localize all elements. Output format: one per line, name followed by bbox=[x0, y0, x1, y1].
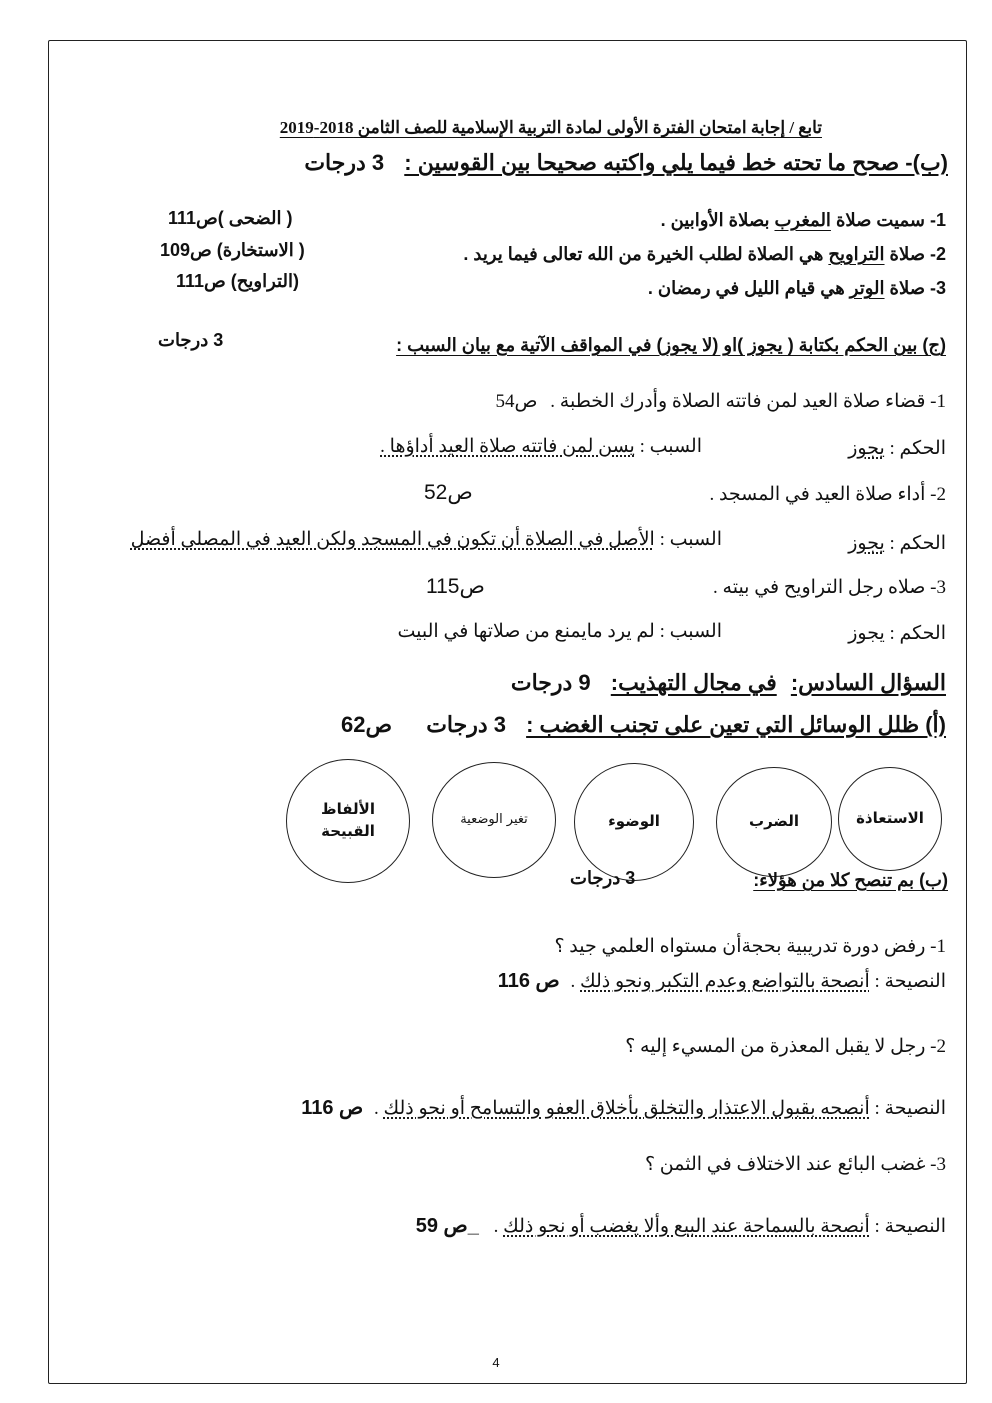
option-circle-darb[interactable]: الضرب bbox=[716, 767, 832, 877]
section-c-reason-2: السبب : الأصل في الصلاة أن تكون في المسجد ولكن العيد في المصلى أفضل bbox=[130, 529, 722, 550]
section-b-answer-2: ( الاستخارة) ص109 bbox=[160, 240, 305, 260]
section-c-reason-3: السبب : لم يرد مايمنع من صلاتها في البيت bbox=[397, 621, 722, 642]
section-c-marks: 3 درجات bbox=[158, 330, 224, 350]
exam-header: تابع / إجابة امتحان الفترة الأولى لمادة التربية الإسلامية للصف الثامن 2018-2019 bbox=[279, 118, 822, 137]
section-b2-advice-1: النصيحة : أنصحة بالتواضع وعدم التكبر ونحو ذلك . ص 116 bbox=[497, 970, 946, 992]
option-circle-wudu[interactable]: الوضوء bbox=[574, 763, 694, 881]
section-b-answer-1: ( الضحى )ص111 bbox=[168, 208, 293, 228]
section-b-item-2: 2- صلاة التراويح هي الصلاة لطلب الخيرة من الله تعالى فيما يريد . bbox=[463, 244, 946, 264]
section-b-item-3: 3- صلاة الوتر هي قيام الليل في رمضان . bbox=[647, 278, 946, 298]
section-b2-question-3: 3- غضب البائع عند الاختلاف في الثمن ؟ bbox=[644, 1154, 946, 1175]
section-b2-title: (ب) بم تنصح كلا من هؤلاء: bbox=[753, 870, 948, 890]
section-b2-question-2: 2- رجل لا يقبل المعذرة من المسيء إليه ؟ bbox=[625, 1036, 946, 1057]
section-c-ruling-3: الحكم : يجوز bbox=[848, 623, 946, 644]
option-circle-change-position[interactable]: تغير الوضعية bbox=[432, 762, 556, 878]
section-c-page-2: ص52 bbox=[424, 481, 473, 504]
section-a2-title: (أ) ظلل الوسائل التي تعين على تجنب الغضب : 3 درجات ص62 bbox=[340, 712, 946, 737]
section-b2-question-1: 1- رفض دورة تدريبية بحجةأن مستواه العلمي جيد ؟ bbox=[554, 936, 946, 957]
section-b-title: (ب)- صحح ما تحته خط فيما يلي واكتبه صحيحا بين القوسين : 3 درجات bbox=[304, 150, 948, 175]
page-number: 4 bbox=[492, 1355, 500, 1370]
section-c-question-1: 1- قضاء صلاة العيد لمن فاتته الصلاة وأدرك الخطبة . ص54 bbox=[495, 391, 946, 412]
question-6-title: السؤال السادس: في مجال التهذيب: 9 درجات bbox=[510, 670, 946, 695]
section-c-question-3: 3- صلاه رجل التراويح في بيته . bbox=[713, 577, 946, 598]
section-c-ruling-1: الحكم : يجوز bbox=[848, 438, 946, 459]
section-b2-advice-2: النصيحة : أنصحه بقبول الاعتذار والتخلق بأخلاق العفو والتسامح أو نحو ذلك . ص 116 bbox=[301, 1097, 946, 1119]
section-b-marks: 3 درجات bbox=[304, 150, 385, 175]
section-b-answer-3: (التراويح) ص111 bbox=[176, 271, 299, 291]
section-b2-marks: 3 درجات bbox=[570, 868, 636, 888]
section-c-question-2: 2- أداء صلاة العيد في المسجد . bbox=[709, 484, 946, 505]
option-circle-bad-words[interactable]: الألفاظ القبيحة bbox=[286, 759, 410, 883]
section-c-reason-1: السبب : يسن لمن فاتته صلاة العيد أداؤها . bbox=[380, 436, 702, 457]
section-c-ruling-2: الحكم : يجوز bbox=[848, 533, 946, 554]
option-circle-istiadha[interactable]: الاستعاذة bbox=[838, 767, 942, 871]
section-c-page-3: ص115 bbox=[426, 575, 485, 598]
section-c-title: (ج) بين الحكم بكتابة ( يجوز )او (لا يجوز) في المواقف الآتية مع بيان السبب : bbox=[396, 335, 946, 355]
section-b-item-1: 1- سميت صلاة المغرب بصلاة الأوابين . bbox=[660, 210, 946, 230]
section-b2-advice-3: النصيحة : أنصحة بالسماحة عند البيع وألا يغضب أو نحو ذلك . _ص 59 bbox=[415, 1215, 946, 1237]
